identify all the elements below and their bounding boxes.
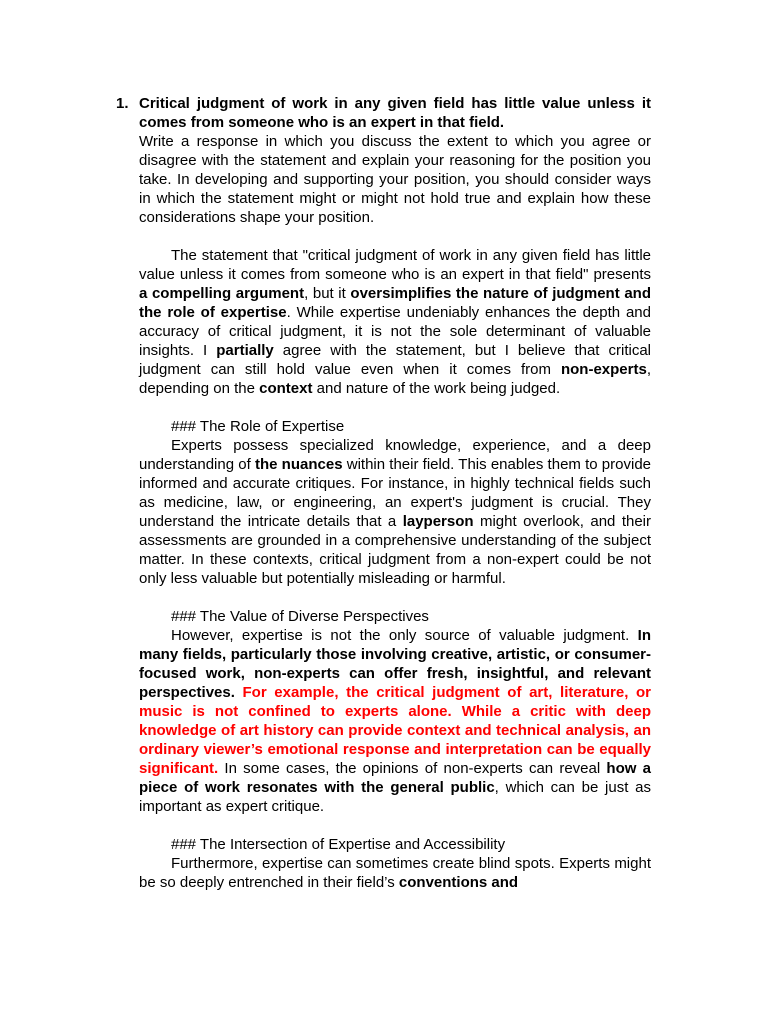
intro-paragraph (139, 246, 651, 398)
section-heading-intersection: ### The Intersection of Expertise and Accessibility (171, 836, 506, 853)
question-title: Critical judgment of work in any given field has little value unless it comes from someone who is an expert in that field. (139, 95, 651, 131)
section-heading-role-of-expertise: ### The Role of Expertise (171, 418, 345, 435)
intro-text-4: agree with the statement, but I believe that critical judgment can still hold value even when it comes from (139, 342, 651, 378)
section2-text-1: However, expertise is not the only source of valuable judgment. (171, 627, 638, 644)
section2-paragraph (139, 626, 651, 816)
question-instructions: Write a response in which you discuss the extent to which you agree or disagree with the statement and explain your reasoning for the position you take. In developing and supporting your position, you should consider ways in which the statement might or might not hold true and explain how these considerations shape your position. (139, 133, 651, 226)
section2-text-2: In some cases, the opinions of non-experts can reveal (218, 760, 607, 777)
section3-bold-1: conventions and (398, 874, 519, 891)
section1-text-2: within their field. This enables them to provide informed and accurate critiques. For instance, in highly technical fields such as medicine, law, or engineering, an expert's judgment is crucial. They understand the intricate details that a (139, 456, 652, 530)
section1-text-3: might overlook, and their assessments are grounded in a comprehensive understanding of the subject matter. In these contexts, critical judgment from a non-expert could be not only less valuable but potentially misleading or harmful. (139, 513, 651, 587)
intro-bold-2: oversimplifies the nature of judgment and the role of expertise (139, 285, 651, 321)
section2-highlighted-example: For example, the critical judgment of art, literature, or music is not confined to experts alone. While a critic with deep knowledge of art history can provide context and technical analysis, an ordinary viewer’s emotional response and interpretation can be equally significant. (139, 684, 651, 777)
section2-bold-2: how a piece of work resonates with the general public (139, 760, 651, 796)
spacer (139, 398, 651, 417)
intro-text-3: . While expertise undeniably enhances the depth and accuracy of critical judgment, it is not the sole determinant of valuable insights. I (139, 304, 651, 359)
spacer (139, 227, 651, 246)
section-heading-diverse-perspectives: ### The Value of Diverse Perspectives (171, 608, 429, 625)
intro-bold-1: a compelling argument (139, 285, 305, 302)
question-number: 1. (116, 95, 129, 112)
intro-bold-3: partially (216, 342, 274, 359)
section1-paragraph (139, 436, 651, 588)
intro-text-6: and nature of the work being judged. (312, 380, 561, 397)
intro-bold-5: context (259, 380, 313, 397)
section2-text-3: , which can be just as important as expert critique. (139, 779, 651, 815)
intro-bold-4: non-experts (560, 361, 647, 378)
intro-text-2: , but it (304, 285, 351, 302)
spacer (139, 588, 651, 607)
section1-bold-2: layperson (402, 513, 474, 530)
intro-text-1: The statement that "critical judgment of work in any given field has little value unless it comes from someone who is an expert in that field" presents (139, 247, 651, 283)
section1-text-1: Experts possess specialized knowledge, experience, and a deep understanding of (139, 437, 651, 473)
section3-paragraph (139, 854, 651, 892)
spacer (139, 816, 651, 835)
intro-text-5: , depending on the (139, 361, 651, 397)
section1-bold-1: the nuances (254, 456, 343, 473)
essay-document (116, 94, 652, 892)
section2-bold-1: In many fields, particularly those involving creative, artistic, or consumer-focused work, non-experts can offer fresh, insightful, and relevant perspectives. (139, 627, 651, 701)
section3-text-1: Furthermore, expertise can sometimes create blind spots. Experts might be so deeply entrenched in their field’s (139, 855, 651, 891)
